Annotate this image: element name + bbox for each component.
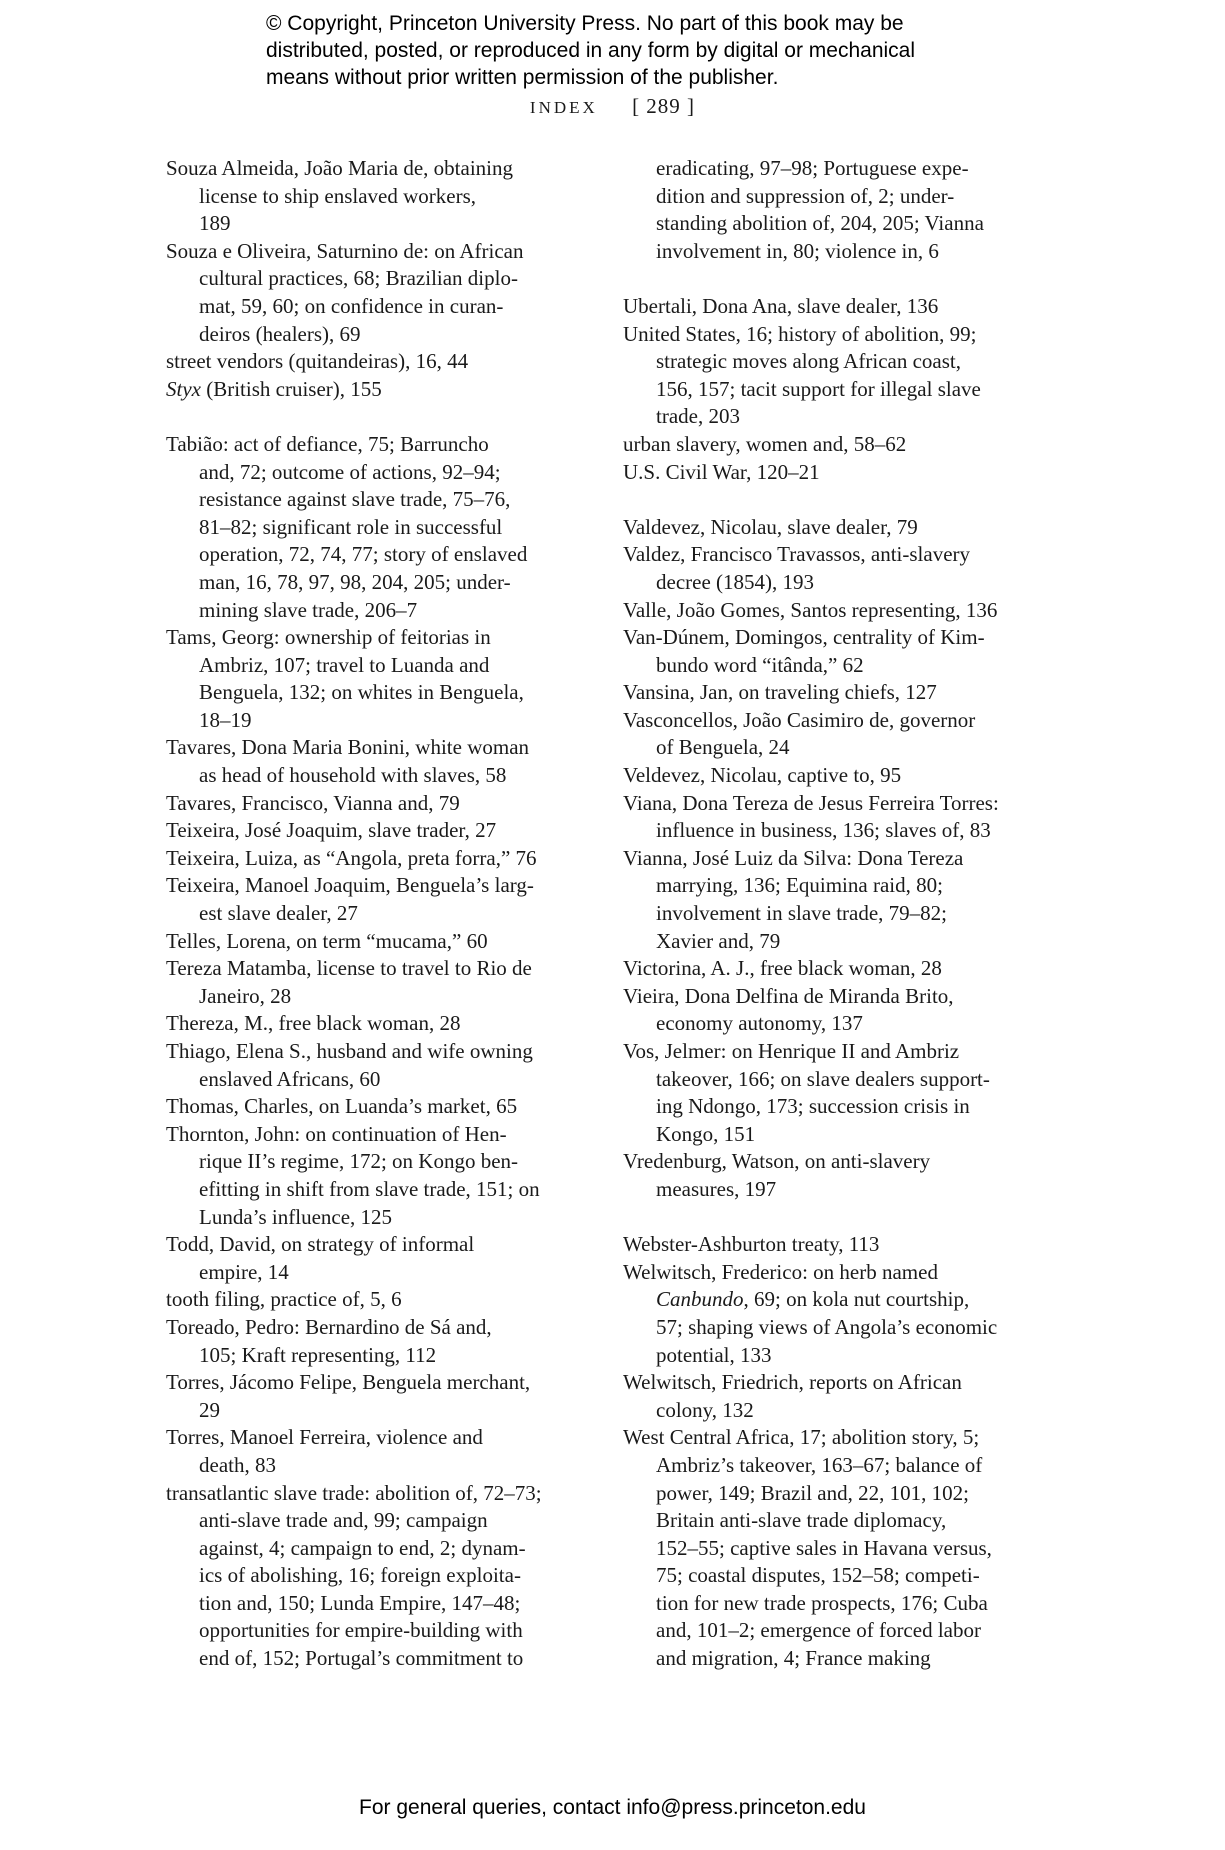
index-entry	[166, 872, 586, 927]
running-head	[0, 94, 1225, 119]
index-entry-line: Thiago, Elena S., husband and wife owning	[166, 1039, 533, 1063]
index-entry-line: trade, 203	[656, 404, 740, 429]
index-entry	[623, 1148, 1043, 1203]
index-entry-line: Veldevez, Nicolau, captive to, 95	[623, 763, 902, 788]
index-entry	[166, 348, 586, 376]
index-entry-line: Valdevez, Nicolau, slave dealer, 79	[623, 514, 918, 539]
index-entry	[166, 1369, 586, 1424]
index-entry-line: Tavares, Francisco, Vianna and, 79	[166, 790, 460, 815]
index-entry-line: Teixeira, Manoel Joaquim, Benguela’s larg-	[166, 873, 534, 898]
index-entry-line: Ambriz, 107; travel to Luanda and	[199, 652, 490, 677]
index-entry-line: 189	[199, 211, 231, 236]
index-entry-line: Souza Almeida, João Maria de, obtaining	[166, 156, 514, 180]
index-entry-line: eradicating, 97–98; Portuguese expe-	[656, 156, 969, 180]
index-entry-line: resistance against slave trade, 75–76,	[199, 487, 511, 512]
index-column-right	[623, 155, 1043, 1673]
index-entry-line: Viana, Dona Tereza de Jesus Ferreira Torres:	[623, 790, 999, 815]
index-entry-line: efitting in shift from slave trade, 151; on	[199, 1176, 540, 1201]
index-entry-line: as head of household with slaves, 58	[199, 763, 507, 788]
index-entry	[623, 1231, 1043, 1259]
index-entry-line: rique II’s regime, 172; on Kongo ben-	[199, 1149, 519, 1174]
footer-contact: For general queries, contact info@press.princeton.edu	[359, 1796, 866, 1819]
index-entry-line: urban slavery, women and, 58–62	[623, 431, 907, 456]
index-entry-line: Webster-Ashburton treaty, 113	[623, 1232, 880, 1257]
index-entry-line: Thomas, Charles, on Luanda’s market, 65	[166, 1094, 518, 1119]
index-entry-line: Valdez, Francisco Travassos, anti-slavery	[623, 542, 971, 567]
page-number: [ 289 ]	[632, 94, 696, 118]
index-entry-line: Souza e Oliveira, Saturnino de: on African	[166, 238, 524, 263]
index-entry-line: 81–82; significant role in successful	[199, 514, 503, 539]
index-entry-line: Vieira, Dona Delfina de Miranda Brito,	[623, 983, 954, 1008]
index-entry-line: Ubertali, Dona Ana, slave dealer, 136	[623, 293, 939, 318]
index-entry	[166, 1286, 586, 1314]
index-entry-line: 156, 157; tacit support for illegal slave	[656, 376, 981, 401]
index-column-left	[166, 155, 586, 1673]
index-entry-line: takeover, 166; on slave dealers support-	[656, 1066, 990, 1091]
index-entry-line: influence in business, 136; slaves of, 83	[656, 818, 991, 843]
index-entry	[166, 928, 586, 956]
index-entry-line: Xavier and, 79	[656, 928, 781, 953]
index-entry	[166, 1093, 586, 1121]
index-entry	[623, 790, 1043, 845]
index-entry-line: Teixeira, Luiza, as “Angola, preta forra,” 76	[166, 845, 537, 870]
index-entry	[166, 1480, 586, 1673]
index-entry-line: Kongo, 151	[656, 1121, 756, 1146]
copyright-line: © Copyright, Princeton University Press. No part of this book may be	[266, 12, 904, 35]
index-entry	[623, 1038, 1043, 1148]
index-entry-line: Welwitsch, Frederico: on herb named	[623, 1259, 938, 1284]
index-entry-line: cultural practices, 68; Brazilian diplo-	[199, 266, 518, 291]
index-entry	[166, 238, 586, 348]
index-entry-line: West Central Africa, 17; abolition story, 5;	[623, 1425, 980, 1450]
index-entry-line: economy autonomy, 137	[656, 1011, 863, 1036]
index-entry-line: Benguela, 132; on whites in Benguela,	[199, 680, 524, 705]
index-entry	[623, 1259, 1043, 1369]
index-entry-line: dition and suppression of, 2; under-	[656, 183, 955, 208]
index-entry	[623, 431, 1043, 459]
index-entry-line: Tabião: act of defiance, 75; Barruncho	[166, 431, 489, 456]
index-entry	[623, 707, 1043, 762]
index-entry-line: Canbundo, 69; on kola nut courtship,	[656, 1287, 970, 1312]
index-entry-line: bundo word “itânda,” 62	[656, 652, 864, 677]
index-entry	[623, 624, 1043, 679]
index-entry-line: Valle, João Gomes, Santos representing, 136	[623, 597, 998, 622]
index-entry-line: standing abolition of, 204, 205; Vianna	[656, 211, 984, 236]
index-entry-line: est slave dealer, 27	[199, 901, 358, 926]
index-entry-line: decree (1854), 193	[656, 569, 815, 594]
index-entry	[166, 376, 586, 404]
index-entry-line: colony, 132	[656, 1397, 754, 1422]
index-entry-line: Todd, David, on strategy of informal	[166, 1232, 475, 1257]
index-entry-line: Thornton, John: on continuation of Hen-	[166, 1121, 507, 1146]
index-entry-line: and, 101–2; emergence of forced labor	[656, 1618, 981, 1643]
index-entry-line: license to ship enslaved workers,	[199, 183, 477, 208]
index-entry	[623, 597, 1043, 625]
index-entry-line: Vredenburg, Watson, on anti-slavery	[623, 1149, 931, 1174]
index-entry-line: against, 4; campaign to end, 2; dynam-	[199, 1535, 526, 1560]
index-entry-line: Teixeira, José Joaquim, slave trader, 27	[166, 818, 497, 843]
index-entry	[166, 734, 586, 789]
index-entry-line: Tavares, Dona Maria Bonini, white woman	[166, 735, 530, 760]
index-entry-line: Welwitsch, Friedrich, reports on African	[623, 1370, 962, 1395]
index-entry-line: U.S. Civil War, 120–21	[623, 459, 820, 484]
index-entry	[623, 955, 1043, 983]
letter-group-gap	[166, 403, 586, 431]
index-entry-line: Tereza Matamba, license to travel to Rio de	[166, 956, 532, 981]
index-entry-line: measures, 197	[656, 1176, 777, 1201]
index-entry-line: 29	[199, 1397, 220, 1422]
index-entry	[166, 1121, 586, 1231]
index-entry-line: Styx (British cruiser), 155	[166, 376, 382, 401]
index-entry	[623, 541, 1043, 596]
index-entry	[166, 1314, 586, 1369]
index-entry-line: Vianna, José Luiz da Silva: Dona Tereza	[623, 845, 964, 870]
letter-group-gap	[623, 486, 1043, 514]
index-entry-line: involvement in slave trade, 79–82;	[656, 901, 948, 926]
index-entry	[623, 155, 1043, 265]
index-entry-line: strategic moves along African coast,	[656, 349, 961, 374]
index-entry-line: 105; Kraft representing, 112	[199, 1342, 437, 1367]
index-entry-line: marrying, 136; Equimina raid, 80;	[656, 873, 943, 898]
index-entry-line: man, 16, 78, 97, 98, 204, 205; under-	[199, 569, 511, 594]
index-entry-line: ics of abolishing, 16; foreign exploita-	[199, 1563, 521, 1588]
index-entry	[623, 845, 1043, 955]
index-entry-line: Vansina, Jan, on traveling chiefs, 127	[623, 680, 937, 705]
index-entry-line: Toreado, Pedro: Bernardino de Sá and,	[166, 1314, 492, 1339]
index-entry	[166, 155, 586, 238]
copyright-line: distributed, posted, or reproduced in any form by digital or mechanical	[266, 39, 916, 62]
index-entry-line: power, 149; Brazil and, 22, 101, 102;	[656, 1480, 969, 1505]
index-entry-line: Telles, Lorena, on term “mucama,” 60	[166, 928, 488, 953]
index-entry	[166, 1424, 586, 1479]
index-entry-line: Torres, Jácomo Felipe, Benguela merchant,	[166, 1370, 531, 1395]
index-entry-line: operation, 72, 74, 77; story of enslaved	[199, 542, 528, 567]
index-entry-line: Vos, Jelmer: on Henrique II and Ambriz	[623, 1039, 960, 1063]
index-entry-line: tion and, 150; Lunda Empire, 147–48;	[199, 1590, 521, 1615]
index-entry	[166, 624, 586, 734]
index-entry-line: and migration, 4; France making	[656, 1646, 931, 1671]
index-entry-line: Janeiro, 28	[199, 983, 292, 1008]
running-head-label: INDEX	[529, 98, 598, 117]
index-entry-line: Torres, Manoel Ferreira, violence and	[166, 1425, 483, 1450]
index-entry	[623, 679, 1043, 707]
index-entry-line: mat, 59, 60; on confidence in curan-	[199, 293, 504, 318]
index-entry-line: Thereza, M., free black woman, 28	[166, 1011, 461, 1036]
index-entry	[623, 293, 1043, 321]
index-entry-line: and, 72; outcome of actions, 92–94;	[199, 459, 501, 484]
index-entry	[623, 983, 1043, 1038]
index-entry	[623, 459, 1043, 487]
index-entry	[166, 1231, 586, 1286]
index-entry	[166, 1038, 586, 1093]
index-entry-line: 75; coastal disputes, 152–58; competi-	[656, 1563, 980, 1588]
index-entry-line: Van-Dúnem, Domingos, centrality of Kim-	[623, 625, 985, 650]
copyright-notice	[266, 10, 1026, 91]
index-entry-line: potential, 133	[656, 1342, 772, 1367]
letter-group-gap	[623, 265, 1043, 293]
index-entry-line: Ambriz’s takeover, 163–67; balance of	[656, 1452, 983, 1477]
index-entry	[166, 817, 586, 845]
index-entry-line: Victorina, A. J., free black woman, 28	[623, 956, 942, 981]
index-entry	[166, 790, 586, 818]
index-entry-line: Lunda’s influence, 125	[199, 1204, 393, 1229]
index-entry	[623, 321, 1043, 431]
index-entry-line: Tams, Georg: ownership of feitorias in	[166, 625, 491, 650]
index-entry-line: street vendors (quitandeiras), 16, 44	[166, 349, 469, 374]
index-entry-line: 57; shaping views of Angola’s economic	[656, 1314, 998, 1339]
index-entry	[623, 762, 1043, 790]
index-entry-line: of Benguela, 24	[656, 735, 790, 760]
index-entry-line: transatlantic slave trade: abolition of, 72–73;	[166, 1480, 542, 1505]
index-entry-line: deiros (healers), 69	[199, 321, 361, 346]
index-entry-line: Vasconcellos, João Casimiro de, governor	[623, 707, 976, 732]
index-entry-line: death, 83	[199, 1452, 276, 1477]
index-entry-line: tooth filing, practice of, 5, 6	[166, 1287, 402, 1312]
index-entry-line: ing Ndongo, 173; succession crisis in	[656, 1094, 970, 1119]
index-entry	[623, 1369, 1043, 1424]
index-entry	[166, 955, 586, 1010]
index-entry-line: opportunities for empire-building with	[199, 1618, 523, 1643]
index-entry-line: involvement in, 80; violence in, 6	[656, 238, 939, 263]
index-entry-line: 152–55; captive sales in Havana versus,	[656, 1535, 992, 1560]
index-entry-line: enslaved Africans, 60	[199, 1066, 381, 1091]
index-entry-line: United States, 16; history of abolition, 99;	[623, 321, 977, 346]
index-entry	[623, 1424, 1043, 1672]
letter-group-gap	[623, 1204, 1043, 1232]
index-entry-line: end of, 152; Portugal’s commitment to	[199, 1646, 524, 1671]
index-entry	[166, 1010, 586, 1038]
index-entry	[166, 845, 586, 873]
index-entry	[623, 514, 1043, 542]
index-entry-line: mining slave trade, 206–7	[199, 597, 418, 622]
index-entry-line: 18–19	[199, 707, 252, 732]
copyright-line: means without prior written permission of the publisher.	[266, 66, 779, 89]
index-entry-line: anti-slave trade and, 99; campaign	[199, 1508, 488, 1533]
index-entry	[166, 431, 586, 624]
index-entry-line: empire, 14	[199, 1259, 289, 1284]
index-entry-line: tion for new trade prospects, 176; Cuba	[656, 1590, 988, 1615]
index-entry-line: Britain anti-slave trade diplomacy,	[656, 1508, 947, 1533]
